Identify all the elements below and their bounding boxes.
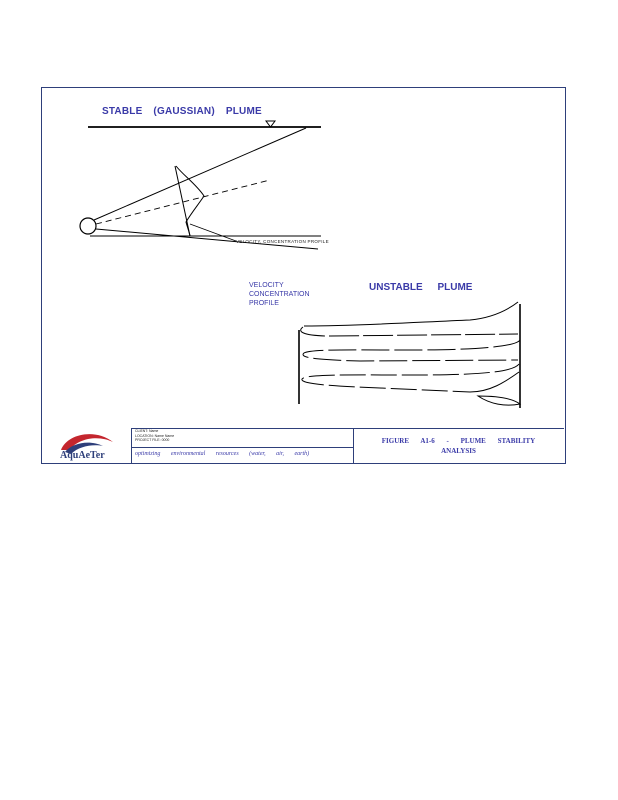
velocity-label-line: PROFILE	[249, 300, 279, 307]
stable-plume-title: STABLE (GAUSSIAN) PLUME	[102, 106, 262, 117]
plume-upper-edge	[94, 128, 306, 220]
title-block-top-rule	[131, 428, 564, 429]
velocity-concentration-label	[249, 281, 310, 308]
title-block-mid-rule	[131, 447, 353, 448]
unstable-bottom-curve	[470, 372, 519, 392]
gaussian-profile	[176, 166, 204, 236]
figure-caption-line-2: ANALYSIS	[441, 447, 476, 455]
logo-text: AquAeTer	[60, 450, 105, 461]
velocity-label-line: VELOCITY	[249, 282, 284, 289]
company-tagline: optimizing environmental resources (water, air, earth)	[135, 451, 310, 457]
location-line: LOCATION: Name Name	[135, 433, 175, 438]
figure-caption-line-1: FIGURE A1-6 - PLUME STABILITY	[381, 437, 536, 445]
velocity-label-line: CONCENTRATION	[249, 291, 310, 298]
project-info	[135, 429, 174, 443]
source-circle	[80, 218, 96, 234]
unstable-plume-title: UNSTABLE PLUME	[369, 282, 473, 293]
unstable-loop-3	[302, 364, 519, 392]
vc-profile-label: VELOCITY, CONCENTRATION PROFILE	[236, 239, 329, 244]
project-file-line: PROJECT FILE: 0000	[135, 438, 170, 443]
client-line: CLIENT: Name	[135, 429, 159, 433]
title-block-divider-left	[131, 428, 132, 463]
unstable-top-curve	[304, 302, 518, 326]
title-block-divider-right	[353, 428, 354, 463]
unstable-bottom-loop	[478, 396, 520, 405]
figure-caption	[356, 436, 561, 456]
unstable-loop-1	[301, 327, 518, 336]
unstable-loop-2	[303, 340, 520, 361]
